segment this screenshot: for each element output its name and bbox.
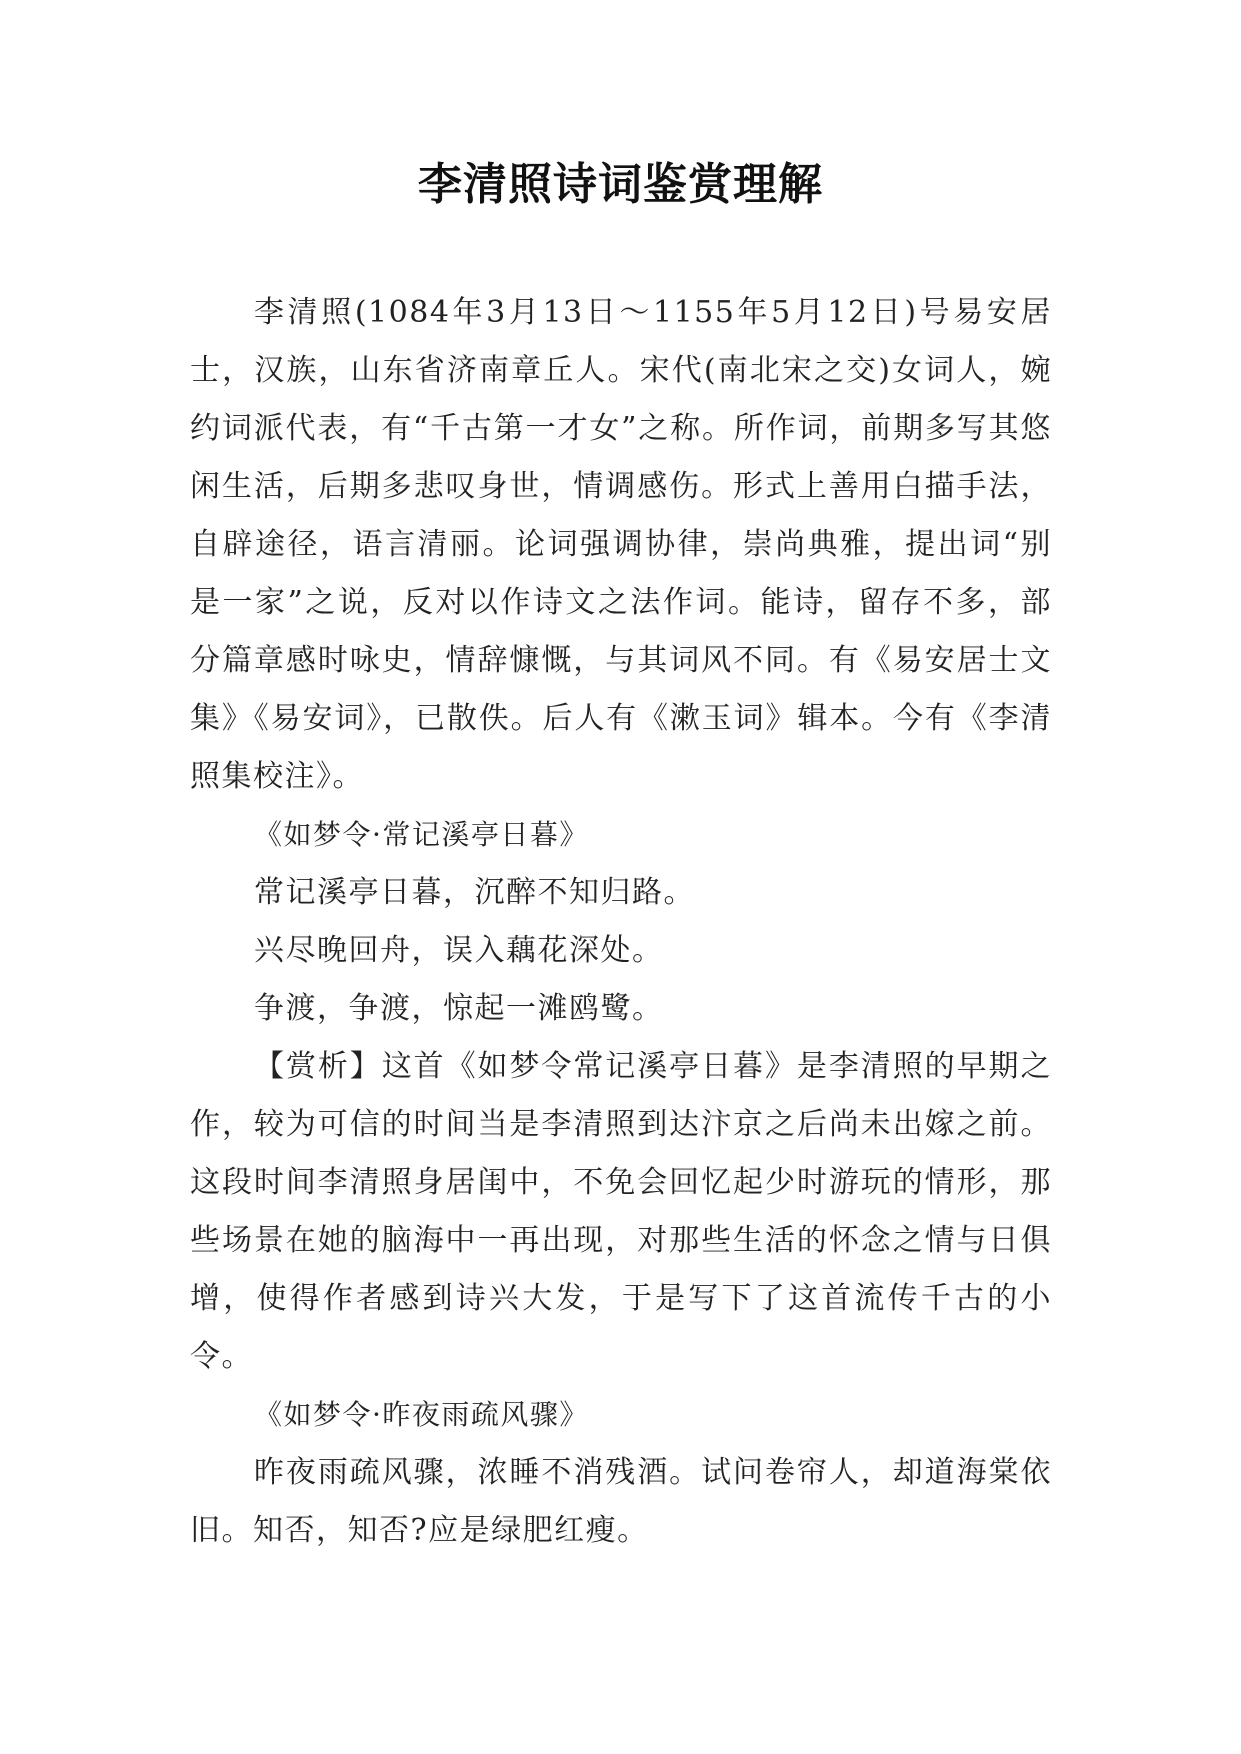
poem-text: 昨夜雨疏风骤，浓睡不消残酒。试问卷帘人，却道海棠依旧。知否，知否?应是绿肥红瘦。 (190, 1455, 1052, 1548)
intro-paragraph: 李清照(1084年3月13日～1155年5月12日)号易安居士，汉族，山东省济南章丘人。宋代(南北宋之交)女词人，婉约词派代表，有“千古第一才女”之称。所作词，前期多写其悠闲生活，后期多悲叹身世，情调感伤。形式上善用白描手法，自辟途径，语言清丽。论词强调协律，崇尚典雅，提出词“别是一家”之说，反对以作诗文之法作词。能诗，留存不多，部分篇章感时咏史，情辞慷慨，与其词风不同。有《易安居士文集》《易安词》，已散佚。后人有《漱玉词》辑本。今有《李清照集校注》。 (190, 295, 1052, 794)
poem-title: 《如梦令·昨夜雨疏风骤》 (254, 1398, 589, 1431)
analysis-paragraph: 【赏析】这首《如梦令常记溪亭日暮》是李清照的早期之作，较为可信的时间当是李清照到达汴京之后尚未出嫁之前。这段时间李清照身居闺中，不免会回忆起少时游玩的情形，那些场景在她的脑海中一再出现，对那些生活的怀念之情与日俱增，使得作者感到诗兴大发，于是写下了这首流传千古的小令。 (190, 1049, 1052, 1374)
poem-title: 《如梦令·常记溪亭日暮》 (254, 818, 589, 851)
poem-line: 常记溪亭日暮，沉醉不知归路。 (254, 875, 695, 910)
poem-line: 争渡，争渡，惊起一滩鸥鹭。 (254, 991, 664, 1026)
document-body (190, 284, 1052, 1560)
poem-line: 兴尽晚回舟，误入藕花深处。 (254, 933, 664, 968)
document-title: 李清照诗词鉴赏理解 (418, 159, 823, 210)
